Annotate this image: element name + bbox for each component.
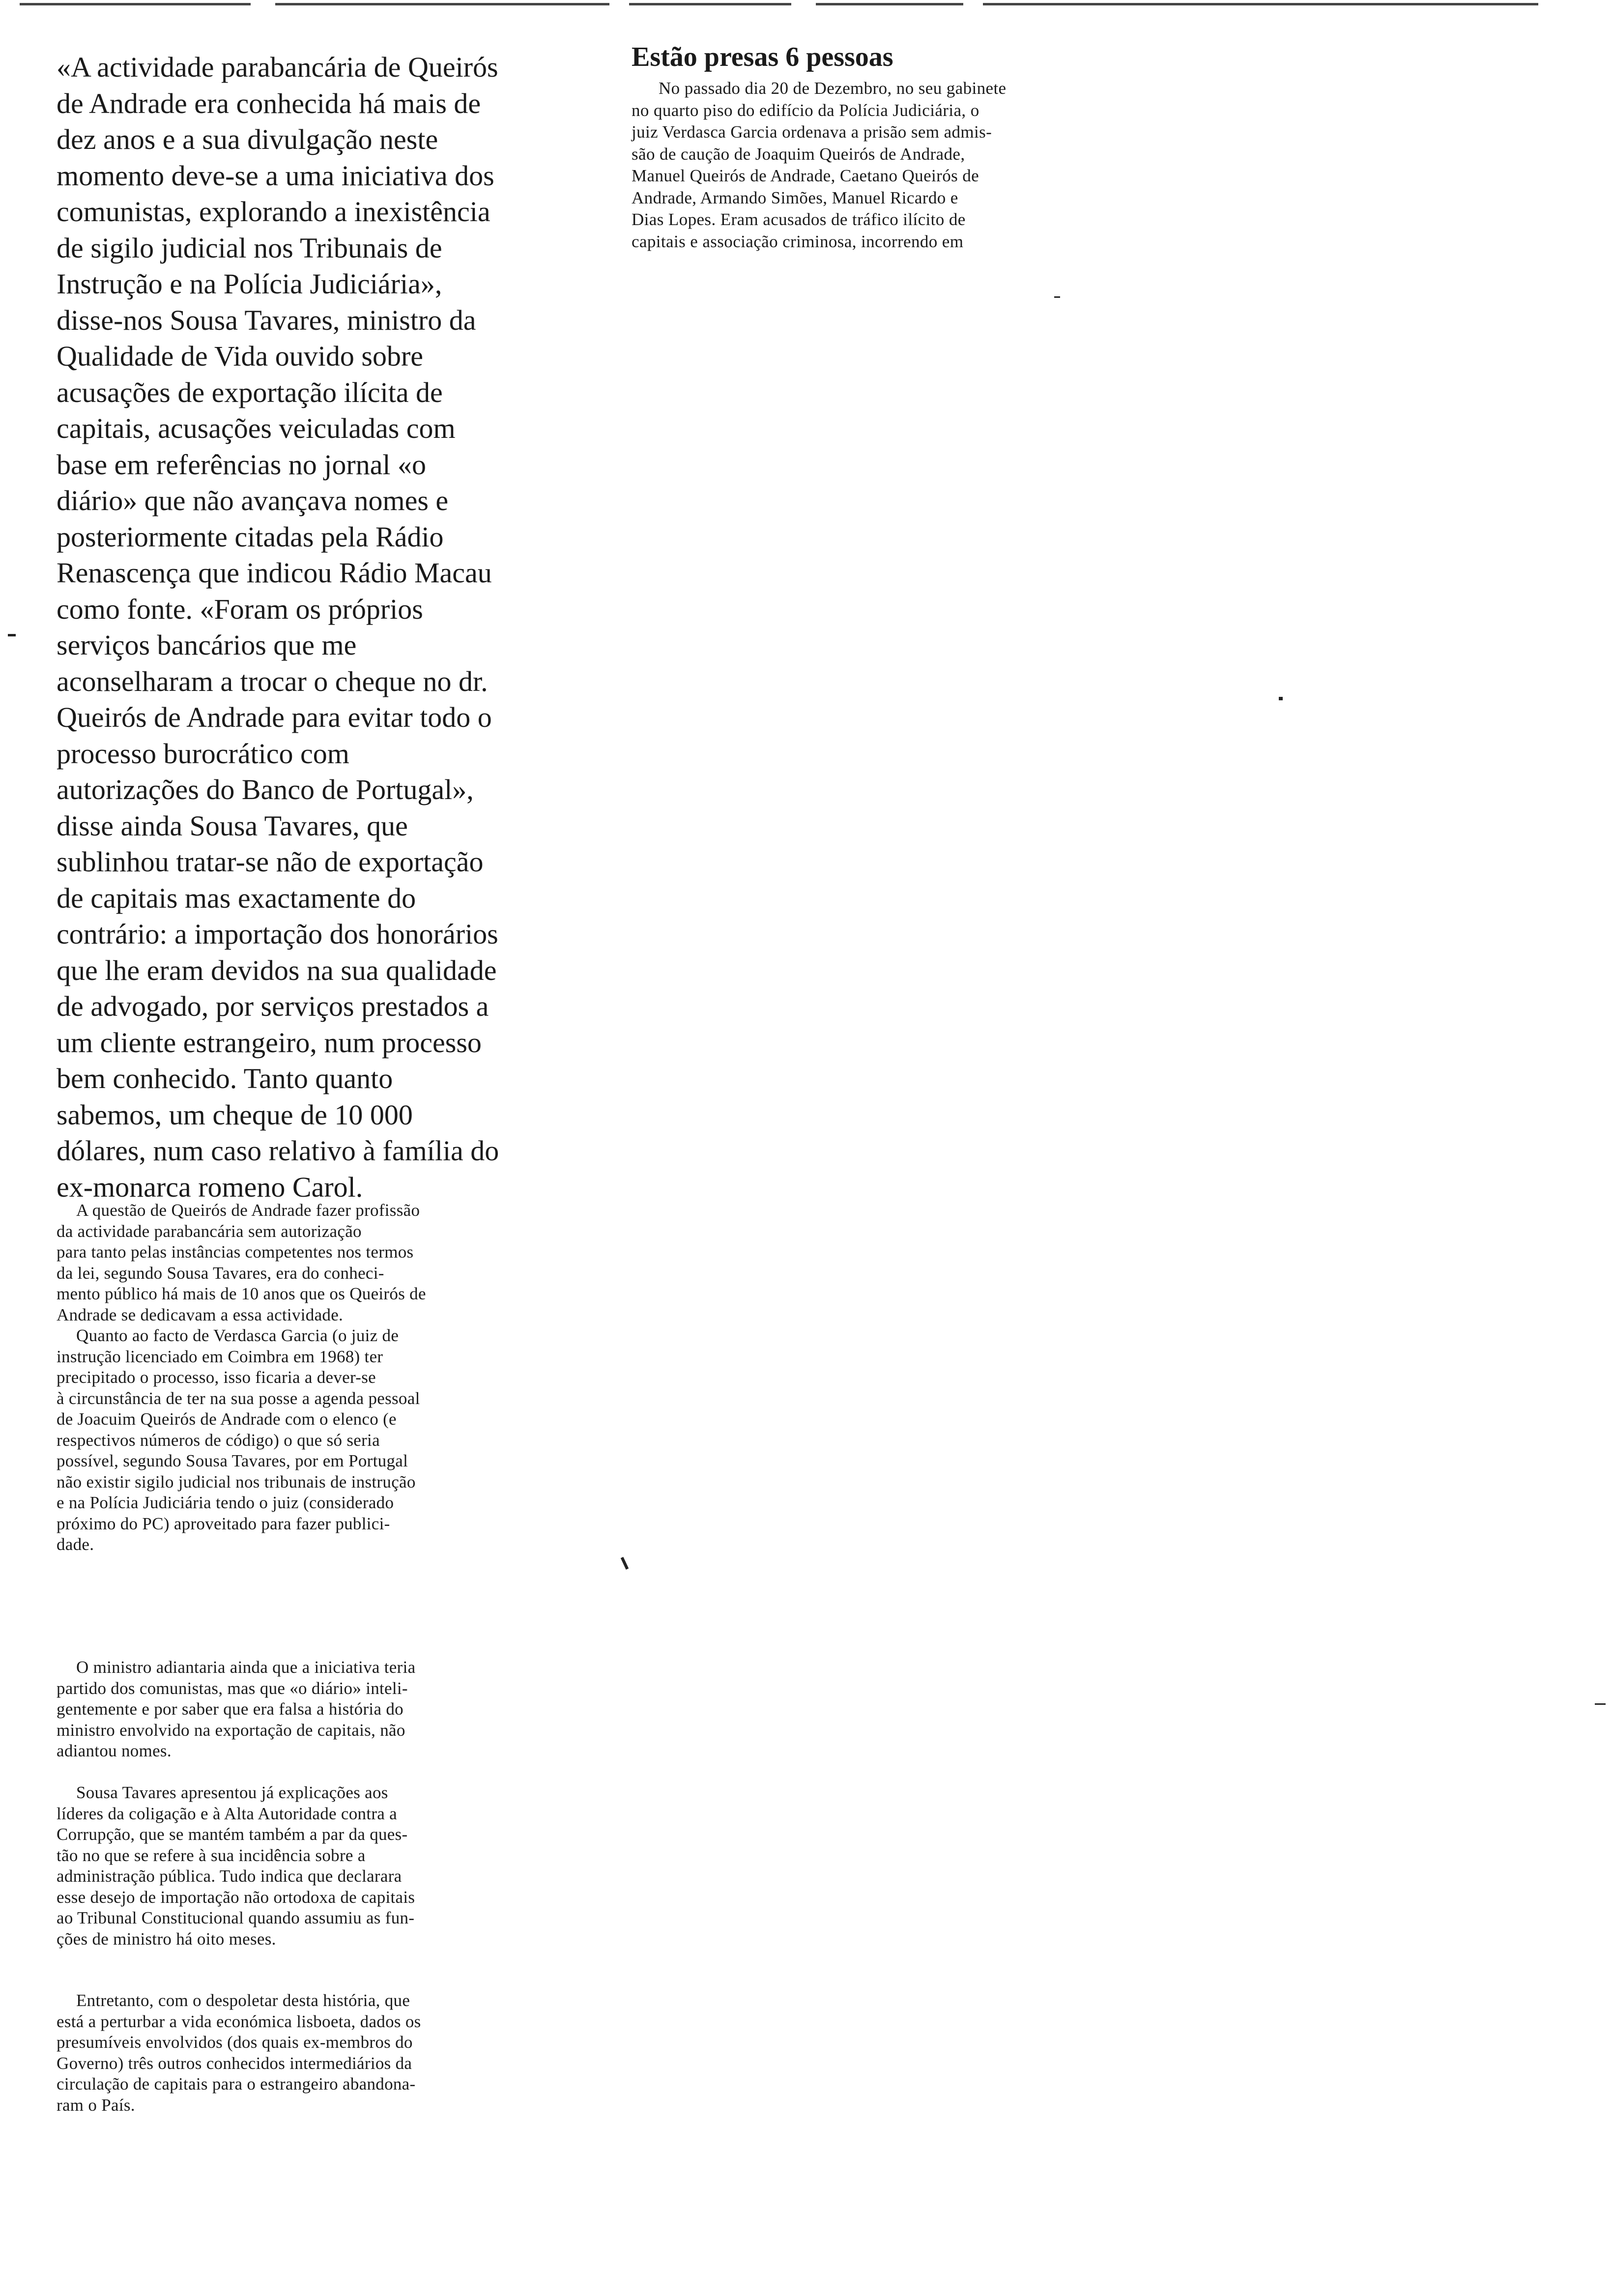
body-line: Governo) três outros conhecidos intermediários da (57, 2053, 412, 2073)
lead-line: acusações de exportação ilícita de (57, 376, 443, 408)
body-line: A questão de Queirós de Andrade fazer profissão (76, 1201, 420, 1220)
body-line: ao Tribunal Constitucional quando assumiu as fun- (57, 1908, 415, 1927)
body-line: Andrade se dedicavam a essa actividade. (57, 1305, 344, 1324)
top-border-rule (816, 3, 963, 5)
lead-line: serviços bancários que me (57, 629, 357, 661)
body-line: Quanto ao facto de Verdasca Garcia (o juiz de (76, 1326, 399, 1345)
body-line: para tanto pelas instâncias competentes nos termos (57, 1242, 414, 1262)
body-line: mento público há mais de 10 anos que os Queirós de (57, 1284, 426, 1303)
top-border-rule (275, 3, 609, 5)
scan-speck (1595, 1703, 1606, 1705)
lead-line: «A actividade parabancária de Queirós (57, 51, 498, 83)
lead-line: base em referências no jornal «o (57, 448, 427, 481)
body-paragraph (57, 1657, 582, 1762)
lead-line: ex-monarca romeno Carol. (57, 1171, 363, 1203)
top-border-rule (20, 3, 251, 5)
lead-line: Queirós de Andrade para evitar todo o (57, 701, 492, 733)
body-line: dade. (57, 1535, 94, 1554)
sidebar-line: Dias Lopes. Eram acusados de tráfico ilícito de (632, 210, 966, 229)
body-line: esse desejo de importação não ortodoxa de capitais (57, 1887, 415, 1907)
body-line: administração pública. Tudo indica que declarara (57, 1866, 402, 1886)
body-line: ram o País. (57, 2095, 135, 2115)
body-line: da actividade parabancária sem autorização (57, 1221, 362, 1241)
body-line: líderes da coligação e à Alta Autoridade contra a (57, 1804, 398, 1823)
lead-line: Qualidade de Vida ouvido sobre (57, 340, 424, 372)
lead-line: de sigilo judicial nos Tribunais de (57, 231, 442, 264)
lead-paragraph (57, 49, 582, 1205)
lead-line: dez anos e a sua divulgação neste (57, 123, 438, 155)
body-line: circulação de capitais para o estrangeiro abandona- (57, 2074, 416, 2094)
scan-speck (1054, 296, 1060, 298)
top-border-rule (629, 3, 791, 5)
lead-line: Instrução e na Polícia Judiciária», (57, 268, 442, 300)
body-paragraph (57, 1200, 582, 1555)
sidebar-headline: Estão presas 6 pessoas (632, 42, 893, 72)
scan-speck (1279, 697, 1283, 700)
lead-line: um cliente estrangeiro, num processo (57, 1026, 482, 1059)
body-line: Corrupção, que se mantém também a par da ques- (57, 1825, 408, 1844)
body-line: adiantou nomes. (57, 1741, 172, 1760)
lead-line: de Andrade era conhecida há mais de (57, 87, 481, 119)
body-line: possível, segundo Sousa Tavares, por em Portugal (57, 1451, 408, 1470)
lead-line: bem conhecido. Tanto quanto (57, 1062, 393, 1094)
body-line: ministro envolvido na exportação de capitais, não (57, 1720, 405, 1740)
sidebar-body (632, 78, 1162, 253)
body-line: tão no que se refere à sua incidência sobre a (57, 1845, 366, 1865)
body-line: não existir sigilo judicial nos tribunais de instrução (57, 1472, 416, 1492)
sidebar-line: juiz Verdasca Garcia ordenava a prisão sem admis- (632, 122, 992, 142)
body-line: à circunstância de ter na sua posse a agenda pessoal (57, 1388, 420, 1408)
scan-speck (8, 634, 16, 636)
lead-line: diário» que não avançava nomes e (57, 485, 449, 517)
sidebar-line: no quarto piso do edifício da Polícia Judiciária, o (632, 100, 979, 120)
body-line: de Joacuim Queirós de Andrade com o elenco (e (57, 1409, 397, 1429)
lead-line: sublinhou tratar-se não de exportação (57, 846, 484, 878)
lead-line: momento deve-se a uma iniciativa dos (57, 159, 494, 192)
body-line: gentemente e por saber que era falsa a história do (57, 1699, 403, 1719)
body-line: está a perturbar a vida económica lisboeta, dados os (57, 2011, 421, 2031)
body-line: Sousa Tavares apresentou já explicações aos (76, 1783, 388, 1802)
lead-line: aconselharam a trocar o cheque no dr. (57, 665, 488, 697)
sidebar-article-column (632, 39, 1162, 253)
lead-line: sabemos, um cheque de 10 000 (57, 1098, 413, 1131)
lead-line: como fonte. «Foram os próprios (57, 593, 423, 625)
body-line: presumíveis envolvidos (dos quais ex-membros do (57, 2033, 413, 2052)
body-line: próximo do PC) aproveitado para fazer publici- (57, 1514, 390, 1533)
lead-line: disse-nos Sousa Tavares, ministro da (57, 304, 476, 336)
scan-speck (621, 1557, 629, 1570)
body-line: respectivos números de código) o que só seria (57, 1430, 380, 1450)
lead-line: que lhe eram devidos na sua qualidade (57, 954, 497, 986)
lead-line: de advogado, por serviços prestados a (57, 990, 489, 1022)
sidebar-line: capitais e associação criminosa, incorrendo em (632, 231, 964, 251)
lead-line: dólares, num caso relativo à família do (57, 1135, 499, 1167)
body-line: e na Polícia Judiciária tendo o juiz (considerado (57, 1493, 394, 1512)
lead-line: autorizações do Banco de Portugal», (57, 774, 474, 805)
lead-line: posteriormente citadas pela Rádio (57, 520, 444, 553)
lead-line: capitais, acusações veiculadas com (57, 412, 456, 444)
sidebar-line: Manuel Queirós de Andrade, Caetano Queirós de (632, 166, 979, 185)
lead-line: processo burocrático com (57, 737, 349, 770)
lead-line: de capitais mas exactamente do (57, 882, 416, 914)
body-paragraph (57, 1782, 582, 1950)
body-line: O ministro adiantaria ainda que a iniciativa teria (76, 1658, 416, 1677)
body-line: Entretanto, com o despoletar desta história, que (76, 1991, 410, 2010)
lead-line: contrário: a importação dos honorários (57, 918, 498, 950)
top-border-rule (983, 3, 1538, 5)
sidebar-line: No passado dia 20 de Dezembro, no seu gabinete (659, 79, 1007, 98)
body-line: da lei, segundo Sousa Tavares, era do conheci- (57, 1263, 384, 1283)
body-line: partido dos comunistas, mas que «o diário» inteli- (57, 1678, 408, 1698)
lead-line: disse ainda Sousa Tavares, que (57, 809, 408, 842)
sidebar-line: Andrade, Armando Simões, Manuel Ricardo e (632, 188, 958, 207)
body-line: ções de ministro há oito meses. (57, 1929, 276, 1949)
body-paragraph (57, 1990, 582, 2116)
lead-line: Renascença que indicou Rádio Macau (57, 557, 492, 589)
body-line: instrução licenciado em Coimbra em 1968) ter (57, 1347, 383, 1366)
lead-line: comunistas, explorando a inexistência (57, 196, 490, 228)
main-article-column (57, 49, 582, 1205)
body-line: precipitado o processo, isso ficaria a dever-se (57, 1368, 376, 1387)
sidebar-line: são de caução de Joaquim Queirós de Andrade, (632, 144, 965, 164)
